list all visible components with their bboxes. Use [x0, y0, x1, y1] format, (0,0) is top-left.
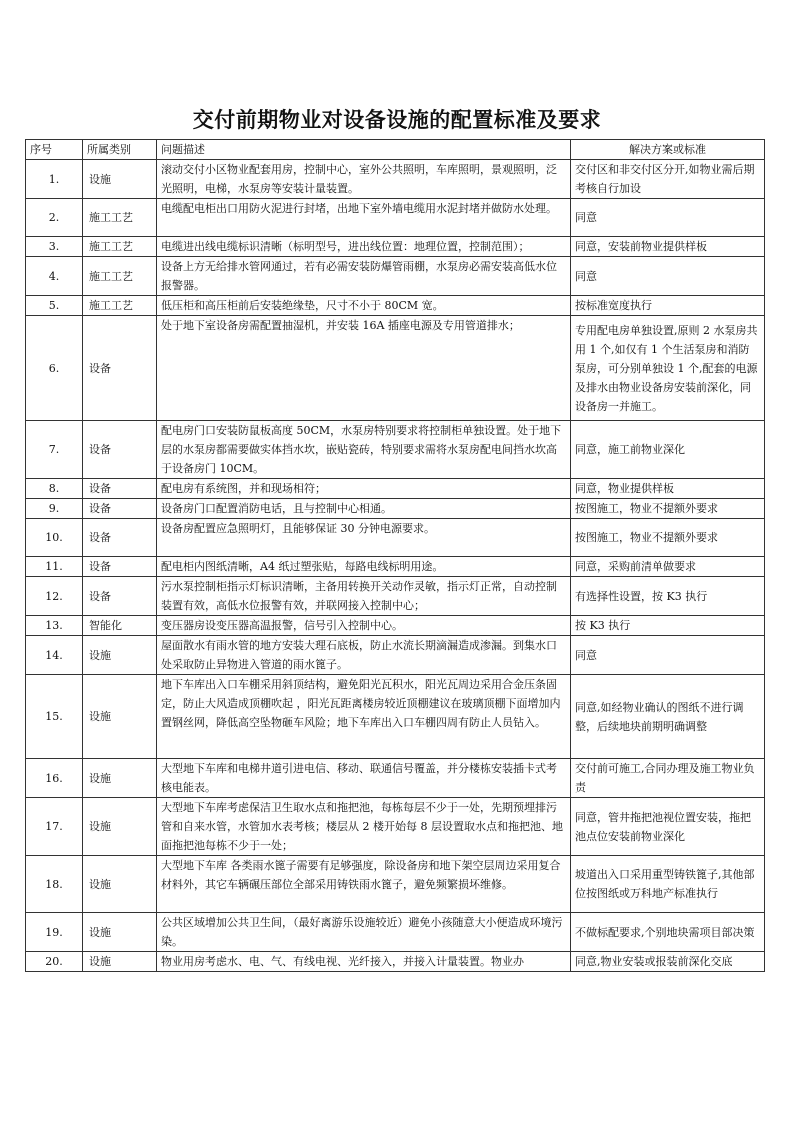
table-row — [26, 421, 765, 479]
cell-number: 16. — [26, 759, 83, 798]
cell-number: 13. — [26, 616, 83, 636]
cell-description: 地下车库出入口车棚采用斜顶结构，避免阳光瓦积水，阳光瓦周边采用合金压条固定，防止大风造成顶棚吹起 ，阳光瓦距离楼房较近顶棚建议在玻璃顶棚下面增加内置钢丝网，降低高空坠物砸车风险；地下车库出入口车棚四周有防止人员钻入。 — [157, 675, 571, 759]
table-row — [26, 316, 765, 421]
cell-solution: 不做标配要求,个别地块需项目部决策 — [571, 913, 765, 952]
cell-number: 20. — [26, 952, 83, 972]
cell-solution: 同意，管井拖把池视位置安装，拖把池点位安装前物业深化 — [571, 798, 765, 856]
cell-description: 配电柜内图纸清晰，A4 纸过塑张贴，每路电线标明用途。 — [157, 557, 571, 577]
table-row — [26, 296, 765, 316]
cell-description: 滚动交付小区物业配套用房，控制中心，室外公共照明，车库照明，景观照明，泛光照明，电梯，水泵房等安装计量装置。 — [157, 160, 571, 199]
table-row — [26, 913, 765, 952]
table-row — [26, 160, 765, 199]
cell-description: 大型地下车库和电梯井道引进电信、移动、联通信号覆盖，并分楼栋安装插卡式考核电能表。 — [157, 759, 571, 798]
table-row — [26, 199, 765, 237]
table-row — [26, 856, 765, 913]
cell-number: 11. — [26, 557, 83, 577]
cell-category: 设备 — [83, 316, 157, 421]
cell-category: 施工工艺 — [83, 257, 157, 296]
cell-description: 配电房门口安装防鼠板高度 50CM，水泵房特别要求将控制柜单独设置。处于地下层的水泵房都需要做实体挡水坎，嵌贴瓷砖，特别要求需将水泵房配电间挡水坎高于设备房门 10CM。 — [157, 421, 571, 479]
cell-number: 9. — [26, 499, 83, 519]
cell-number: 1. — [26, 160, 83, 199]
cell-category: 智能化 — [83, 616, 157, 636]
cell-category: 设备 — [83, 479, 157, 499]
cell-category: 设施 — [83, 636, 157, 675]
cell-solution: 同意 — [571, 257, 765, 296]
cell-solution: 按图施工，物业不提额外要求 — [571, 519, 765, 557]
cell-description: 物业用房考虑水、电、气、有线电视、光纤接入，并接入计量装置。物业办 — [157, 952, 571, 972]
cell-number: 5. — [26, 296, 83, 316]
cell-description: 污水泵控制柜指示灯标识清晰，主备用转换开关动作灵敏，指示灯正常，自动控制装置有效，高低水位报警有效，并联网接入控制中心； — [157, 577, 571, 616]
table-header-row — [26, 140, 765, 160]
header-description: 问题描述 — [157, 140, 571, 160]
table-row — [26, 616, 765, 636]
standards-table — [25, 139, 765, 972]
cell-solution: 同意 — [571, 636, 765, 675]
cell-category: 设备 — [83, 577, 157, 616]
cell-number: 19. — [26, 913, 83, 952]
cell-solution: 按 K3 执行 — [571, 616, 765, 636]
cell-solution: 同意，施工前物业深化 — [571, 421, 765, 479]
cell-number: 4. — [26, 257, 83, 296]
cell-solution: 同意,如经物业确认的图纸不进行调整，后续地块前期明确调整 — [571, 675, 765, 759]
table-row — [26, 237, 765, 257]
cell-category: 施工工艺 — [83, 199, 157, 237]
cell-category: 设施 — [83, 759, 157, 798]
cell-description: 大型地下车库考虑保洁卫生取水点和拖把池，每栋每层不少于一处，先期预埋排污管和自来水管，水管加水表考核；楼层从 2 楼开始每 8 层设置取水点和拖把池、地面拖把池每栋不少于一处； — [157, 798, 571, 856]
table-row — [26, 636, 765, 675]
cell-solution: 专用配电房单独设置,原则 2 水泵房共用 1 个,如仅有 1 个生活泵房和消防泵房，可分别单独设 1 个,配套的电源及排水由物业设备房安装前深化，同设备房一并施工。 — [571, 316, 765, 421]
cell-solution: 按标准宽度执行 — [571, 296, 765, 316]
cell-description: 配电房有系统图，并和现场相符； — [157, 479, 571, 499]
cell-description: 电缆配电柜出口用防火泥进行封堵，出地下室外墙电缆用水泥封堵并做防水处理。 — [157, 199, 571, 237]
cell-solution: 坡道出入口采用重型铸铁篦子,其他部位按图纸或万科地产标准执行 — [571, 856, 765, 913]
cell-category: 设施 — [83, 856, 157, 913]
cell-category: 设备 — [83, 557, 157, 577]
table-row — [26, 479, 765, 499]
page-title: 交付前期物业对设备设施的配置标准及要求 — [192, 108, 602, 132]
cell-number: 12. — [26, 577, 83, 616]
cell-description: 设备上方无给排水管网通过，若有必需安装防爆管雨棚，水泵房必需安装高低水位报警器。 — [157, 257, 571, 296]
cell-description: 设备房门口配置消防电话，且与控制中心相通。 — [157, 499, 571, 519]
cell-solution: 交付区和非交付区分开,如物业需后期考核自行加设 — [571, 160, 765, 199]
table-row — [26, 675, 765, 759]
cell-category: 施工工艺 — [83, 296, 157, 316]
cell-category: 设备 — [83, 499, 157, 519]
cell-category: 施工工艺 — [83, 237, 157, 257]
header-category: 所属类别 — [83, 140, 157, 160]
cell-category: 设施 — [83, 952, 157, 972]
table-row — [26, 519, 765, 557]
cell-description: 大型地下车库 各类雨水篦子需要有足够强度，除设备房和地下架空层周边采用复合材料外，其它车辆碾压部位全部采用铸铁雨水篦子，避免频繁损坏维修。 — [157, 856, 571, 913]
cell-number: 10. — [26, 519, 83, 557]
cell-category: 设备 — [83, 421, 157, 479]
cell-number: 7. — [26, 421, 83, 479]
cell-solution: 同意 — [571, 199, 765, 237]
table-row — [26, 257, 765, 296]
cell-solution: 同意,物业安装或报装前深化交底 — [571, 952, 765, 972]
table-row — [26, 577, 765, 616]
cell-description: 电缆进出线电缆标识清晰（标明型号，进出线位置：地理位置，控制范围）； — [157, 237, 571, 257]
cell-solution: 同意，安装前物业提供样板 — [571, 237, 765, 257]
header-solution: 解决方案或标准 — [571, 140, 765, 160]
cell-category: 设施 — [83, 160, 157, 199]
cell-description: 设备房配置应急照明灯，且能够保证 30 分钟电源要求。 — [157, 519, 571, 557]
cell-number: 2. — [26, 199, 83, 237]
cell-solution: 同意，采购前清单做要求 — [571, 557, 765, 577]
cell-description: 公共区域增加公共卫生间，（最好离游乐设施较近）避免小孩随意大小便造成环境污染。 — [157, 913, 571, 952]
cell-category: 设备 — [83, 519, 157, 557]
cell-description: 处于地下室设备房需配置抽湿机，并安装 16A 插座电源及专用管道排水； — [157, 316, 571, 421]
header-number: 序号 — [26, 140, 83, 160]
table-row — [26, 499, 765, 519]
table-row — [26, 952, 765, 972]
cell-solution: 同意，物业提供样板 — [571, 479, 765, 499]
table-row — [26, 798, 765, 856]
cell-number: 18. — [26, 856, 83, 913]
cell-number: 3. — [26, 237, 83, 257]
cell-category: 设施 — [83, 913, 157, 952]
cell-category: 设施 — [83, 675, 157, 759]
cell-description: 变压器房设变压器高温报警，信号引入控制中心。 — [157, 616, 571, 636]
cell-description: 屋面散水有雨水管的地方安装大理石底板，防止水流长期滴漏造成渗漏。到集水口处采取防止异物进入管道的雨水篦子。 — [157, 636, 571, 675]
cell-solution: 交付前可施工,合同办理及施工物业负责 — [571, 759, 765, 798]
table-row — [26, 759, 765, 798]
cell-number: 17. — [26, 798, 83, 856]
table-body — [26, 160, 765, 972]
cell-solution: 有选择性设置，按 K3 执行 — [571, 577, 765, 616]
table-row — [26, 557, 765, 577]
cell-number: 6. — [26, 316, 83, 421]
cell-category: 设施 — [83, 798, 157, 856]
cell-description: 低压柜和高压柜前后安装绝缘垫，尺寸不小于 80CM 宽。 — [157, 296, 571, 316]
cell-number: 15. — [26, 675, 83, 759]
cell-number: 14. — [26, 636, 83, 675]
cell-solution: 按图施工，物业不提额外要求 — [571, 499, 765, 519]
cell-number: 8. — [26, 479, 83, 499]
